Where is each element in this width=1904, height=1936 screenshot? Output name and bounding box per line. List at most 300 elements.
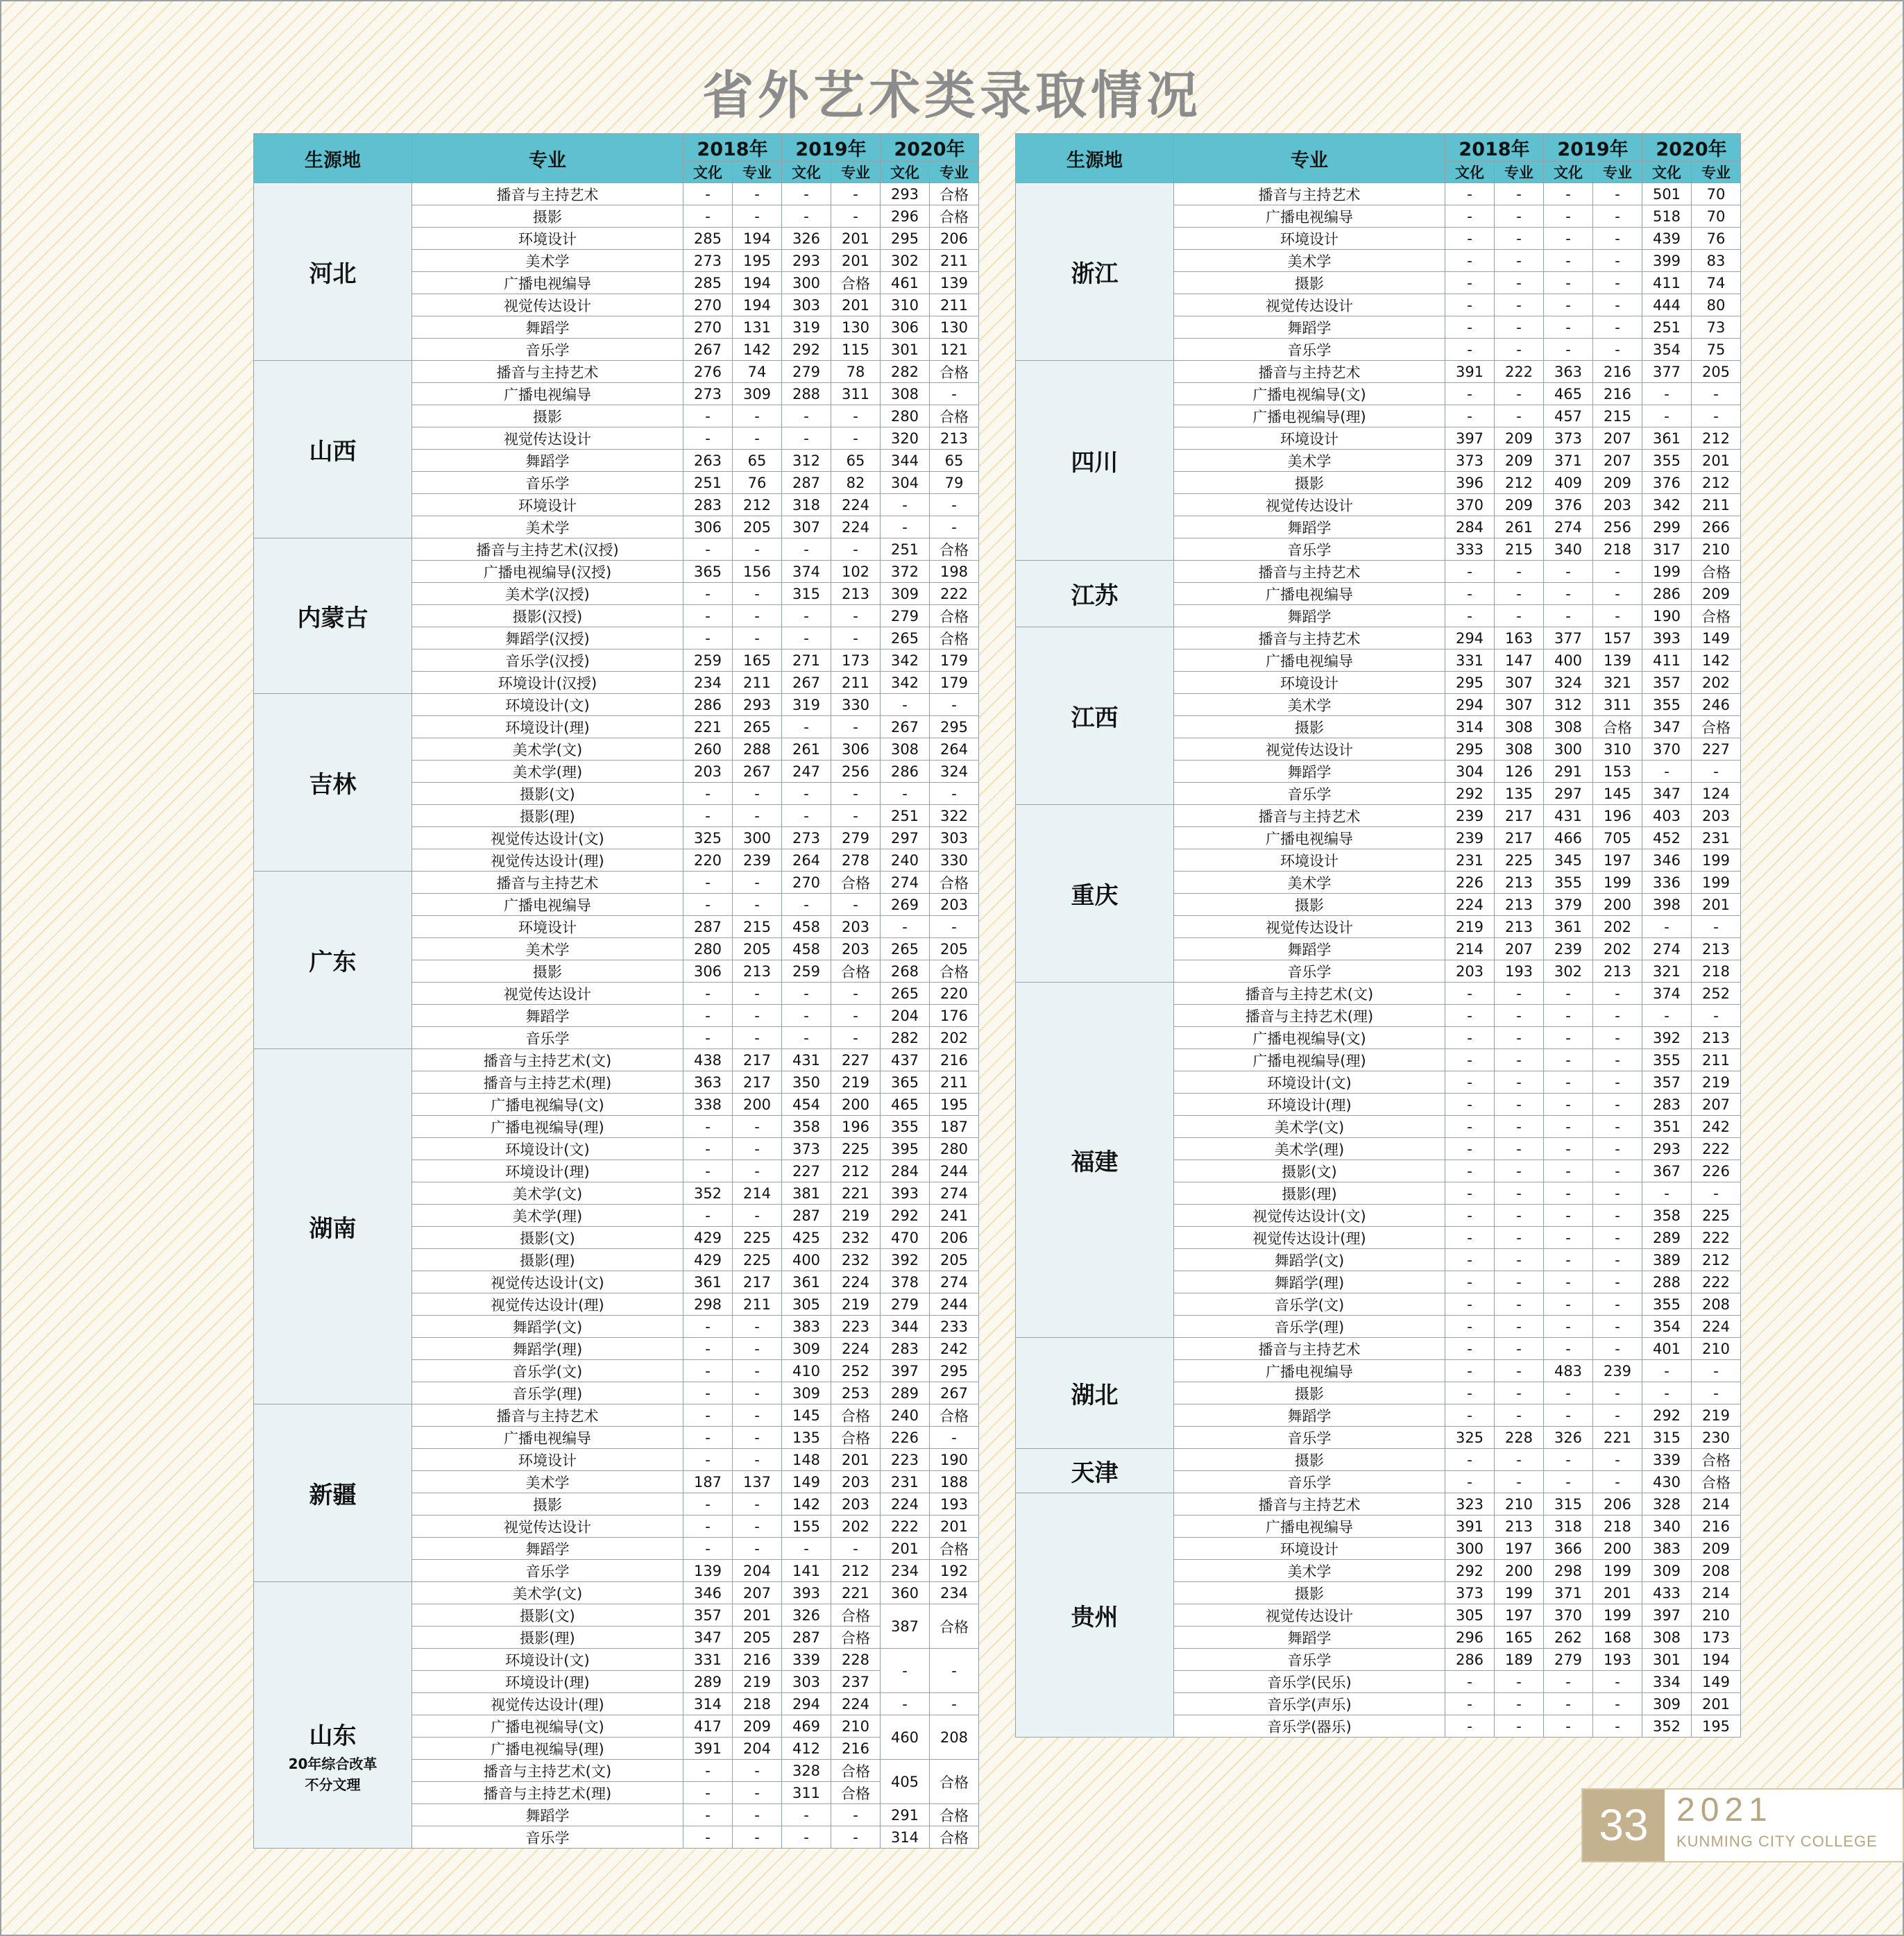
score-cell: 417 — [683, 1715, 733, 1738]
score-cell: 165 — [1495, 1627, 1544, 1649]
province-cell: 湖南 — [254, 1049, 412, 1404]
score-cell: - — [1445, 1293, 1495, 1316]
score-cell: - — [1445, 1227, 1495, 1249]
score-cell: - — [733, 538, 782, 561]
major-cell: 播音与主持艺术 — [1174, 361, 1445, 383]
score-cell: 240 — [881, 849, 930, 872]
major-cell: 视觉传达设计(理) — [412, 1693, 683, 1715]
score-cell: - — [831, 983, 881, 1005]
score-cell: 233 — [930, 1316, 979, 1338]
score-cell: 261 — [782, 738, 831, 761]
score-cell: 201 — [831, 250, 881, 272]
score-cell: - — [1445, 1316, 1495, 1338]
score-cell: 213 — [1495, 1515, 1544, 1538]
score-cell: 213 — [1593, 960, 1642, 983]
score-cell: 306 — [683, 960, 733, 983]
major-cell: 摄影 — [1174, 472, 1445, 494]
score-cell: 274 — [1544, 516, 1593, 538]
major-cell: 美术学 — [1174, 872, 1445, 894]
score-cell: 270 — [782, 872, 831, 894]
score-cell: - — [1445, 1715, 1495, 1738]
score-cell: 274 — [1642, 938, 1692, 960]
major-cell: 广播电视编导(文) — [412, 1094, 683, 1116]
score-cell: - — [1445, 1005, 1495, 1027]
major-cell: 音乐学 — [412, 472, 683, 494]
score-cell: 192 — [930, 1560, 979, 1582]
score-cell: 212 — [1692, 472, 1741, 494]
score-cell: 126 — [1495, 761, 1544, 783]
major-cell: 美术学 — [1174, 450, 1445, 472]
score-cell: 265 — [881, 938, 930, 960]
score-cell: 74 — [1692, 272, 1741, 294]
score-cell: 79 — [930, 472, 979, 494]
score-cell: 314 — [1445, 716, 1495, 738]
score-cell: 334 — [1642, 1671, 1692, 1693]
score-cell: 246 — [1692, 694, 1741, 716]
score-cell: 135 — [1495, 783, 1544, 805]
score-cell: 232 — [831, 1227, 881, 1249]
score-cell: 301 — [881, 339, 930, 361]
province-cell: 四川 — [1016, 361, 1174, 561]
score-cell: 366 — [1544, 1538, 1593, 1560]
score-cell: - — [1495, 183, 1544, 205]
major-cell: 美术学(文) — [412, 1582, 683, 1604]
score-cell: 273 — [683, 250, 733, 272]
score-cell: - — [1544, 1316, 1593, 1338]
score-cell: - — [1495, 1049, 1544, 1071]
score-cell: 74 — [733, 361, 782, 383]
score-cell: 273 — [782, 827, 831, 849]
score-cell: - — [1495, 1138, 1544, 1160]
major-cell: 广播电视编导(理) — [412, 1738, 683, 1760]
score-cell: - — [1593, 339, 1642, 361]
score-cell: 267 — [881, 716, 930, 738]
score-cell: 342 — [881, 649, 930, 672]
left-admission-table — [253, 133, 979, 1849]
score-cell: 225 — [1692, 1205, 1741, 1227]
score-cell: - — [1692, 383, 1741, 405]
score-cell: 187 — [930, 1116, 979, 1138]
score-cell: 265 — [881, 983, 930, 1005]
score-cell: 465 — [881, 1094, 930, 1116]
score-cell: 433 — [1642, 1582, 1692, 1604]
score-cell: 合格 — [930, 1804, 979, 1826]
score-cell: 299 — [1642, 516, 1692, 538]
major-cell: 摄影 — [1174, 1382, 1445, 1404]
score-cell: - — [1593, 1715, 1642, 1738]
score-cell: - — [1544, 316, 1593, 339]
score-cell: - — [1544, 1449, 1593, 1471]
score-cell: 216 — [1593, 383, 1642, 405]
score-cell: 311 — [782, 1782, 831, 1804]
score-cell: 358 — [782, 1116, 831, 1138]
score-cell: 205 — [733, 516, 782, 538]
score-cell: 157 — [1593, 627, 1642, 649]
header-specialty: 专业 — [831, 162, 881, 183]
score-cell: 207 — [1593, 450, 1642, 472]
score-cell: 222 — [1692, 1227, 1741, 1249]
major-cell: 摄影 — [1174, 272, 1445, 294]
score-cell: 374 — [1642, 983, 1692, 1005]
header-specialty: 专业 — [1692, 162, 1741, 183]
score-cell: - — [1445, 1271, 1495, 1293]
score-cell: 314 — [881, 1826, 930, 1849]
score-cell: 合格 — [831, 872, 881, 894]
score-cell: 219 — [1692, 1071, 1741, 1094]
score-cell: - — [733, 1138, 782, 1160]
score-cell: 283 — [683, 494, 733, 516]
score-cell: 292 — [782, 339, 831, 361]
score-cell: 351 — [1642, 1116, 1692, 1138]
major-cell: 舞蹈学 — [1174, 605, 1445, 627]
score-cell: 357 — [1642, 1071, 1692, 1094]
score-cell: - — [782, 983, 831, 1005]
score-cell: 205 — [930, 1249, 979, 1271]
major-cell: 视觉传达设计(文) — [412, 827, 683, 849]
score-cell: 232 — [831, 1249, 881, 1271]
score-cell: 70 — [1692, 183, 1741, 205]
score-cell: 221 — [831, 1582, 881, 1604]
header-specialty: 专业 — [1495, 162, 1544, 183]
score-cell: 142 — [733, 339, 782, 361]
score-cell: - — [930, 694, 979, 716]
score-cell: - — [733, 1116, 782, 1138]
score-cell: - — [1495, 1005, 1544, 1027]
score-cell: - — [1593, 1005, 1642, 1027]
major-cell: 舞蹈学(汉授) — [412, 627, 683, 649]
score-cell: 179 — [930, 649, 979, 672]
score-cell: 370 — [1445, 494, 1495, 516]
major-cell: 美术学 — [412, 516, 683, 538]
score-cell: 395 — [881, 1138, 930, 1160]
score-cell: 224 — [831, 516, 881, 538]
score-cell: 197 — [1593, 849, 1642, 872]
score-cell: - — [1495, 405, 1544, 427]
score-cell: 217 — [1495, 805, 1544, 827]
score-cell: 279 — [782, 361, 831, 383]
score-cell: - — [733, 805, 782, 827]
score-cell: 179 — [930, 672, 979, 694]
score-cell: 合格 — [930, 361, 979, 383]
score-cell: 460 — [881, 1715, 930, 1760]
score-cell: 217 — [733, 1049, 782, 1071]
major-cell: 播音与主持艺术 — [1174, 561, 1445, 583]
score-cell: 145 — [782, 1404, 831, 1427]
score-cell: - — [1593, 1693, 1642, 1715]
table-row — [1016, 1449, 1741, 1471]
score-cell: 210 — [1495, 1493, 1544, 1515]
major-cell: 环境设计(文) — [412, 1138, 683, 1160]
score-cell: 295 — [930, 716, 979, 738]
score-cell: 292 — [1445, 783, 1495, 805]
score-cell: 303 — [782, 294, 831, 316]
score-cell: 289 — [683, 1671, 733, 1693]
score-cell: - — [733, 1804, 782, 1826]
score-cell: 223 — [881, 1449, 930, 1471]
score-cell: 214 — [1692, 1582, 1741, 1604]
score-cell: 210 — [1692, 1338, 1741, 1360]
score-cell: 319 — [782, 316, 831, 339]
score-cell: 286 — [881, 761, 930, 783]
score-cell: 458 — [782, 938, 831, 960]
score-cell: 217 — [733, 1271, 782, 1293]
score-cell: - — [1692, 761, 1741, 783]
score-cell: 267 — [683, 339, 733, 361]
score-cell: 309 — [1642, 1693, 1692, 1715]
score-cell: 319 — [782, 694, 831, 716]
score-cell: 合格 — [930, 960, 979, 983]
score-cell: - — [1593, 228, 1642, 250]
score-cell: - — [1544, 1071, 1593, 1094]
score-cell: 264 — [782, 849, 831, 872]
score-cell: - — [1593, 1160, 1642, 1182]
score-cell: - — [1593, 1182, 1642, 1205]
score-cell: 352 — [683, 1182, 733, 1205]
score-cell: 205 — [733, 1627, 782, 1649]
score-cell: 202 — [1593, 916, 1642, 938]
score-cell: 225 — [831, 1138, 881, 1160]
score-cell: 252 — [831, 1360, 881, 1382]
score-cell: 400 — [1544, 649, 1593, 672]
score-cell: - — [782, 1538, 831, 1560]
score-cell: 202 — [1593, 938, 1642, 960]
score-cell: 297 — [1544, 783, 1593, 805]
score-cell: 330 — [930, 849, 979, 872]
major-cell: 美术学 — [412, 250, 683, 272]
score-cell: - — [1692, 1382, 1741, 1404]
score-cell: 411 — [1642, 649, 1692, 672]
major-cell: 美术学(汉授) — [412, 583, 683, 605]
score-cell: 361 — [683, 1271, 733, 1293]
score-cell: 298 — [1544, 1560, 1593, 1582]
score-cell: - — [1692, 1360, 1741, 1382]
score-cell: - — [782, 627, 831, 649]
score-cell: 201 — [831, 1449, 881, 1471]
score-cell: 226 — [1445, 872, 1495, 894]
score-cell: 合格 — [831, 272, 881, 294]
score-cell: 284 — [881, 1160, 930, 1182]
score-cell: - — [1593, 1116, 1642, 1138]
score-cell: - — [683, 1427, 733, 1449]
score-cell: - — [1445, 1205, 1495, 1227]
score-cell: - — [1544, 228, 1593, 250]
score-cell: 379 — [1544, 894, 1593, 916]
score-cell: 401 — [1642, 1338, 1692, 1360]
score-cell: 190 — [930, 1449, 979, 1471]
score-cell: - — [1642, 383, 1692, 405]
score-cell: - — [683, 405, 733, 427]
score-cell: 209 — [1692, 583, 1741, 605]
score-cell: 209 — [733, 1715, 782, 1738]
score-cell: - — [683, 1160, 733, 1182]
score-cell: 339 — [782, 1649, 831, 1671]
major-cell: 舞蹈学 — [1174, 316, 1445, 339]
major-cell: 舞蹈学 — [1174, 761, 1445, 783]
score-cell: 346 — [683, 1582, 733, 1604]
score-cell: 355 — [1642, 1049, 1692, 1071]
major-cell: 美术学 — [412, 938, 683, 960]
major-cell: 视觉传达设计(理) — [412, 1293, 683, 1316]
score-cell: - — [733, 183, 782, 205]
score-cell: 292 — [1642, 1404, 1692, 1427]
score-cell: 344 — [881, 1316, 930, 1338]
major-cell: 视觉传达设计 — [1174, 916, 1445, 938]
score-cell: 340 — [1642, 1515, 1692, 1538]
score-cell: 308 — [881, 738, 930, 761]
score-cell: - — [1544, 1693, 1593, 1715]
score-cell: 338 — [683, 1094, 733, 1116]
score-cell: 209 — [1495, 450, 1544, 472]
score-cell: 201 — [1692, 1693, 1741, 1715]
score-cell: 315 — [1544, 1493, 1593, 1515]
score-cell: 430 — [1642, 1471, 1692, 1493]
score-cell: - — [831, 805, 881, 827]
score-cell: 256 — [831, 761, 881, 783]
score-cell: - — [1544, 1160, 1593, 1182]
score-cell: 213 — [1692, 938, 1741, 960]
score-cell: 318 — [1544, 1515, 1593, 1538]
province-cell: 天津 — [1016, 1449, 1174, 1493]
score-cell: 195 — [930, 1094, 979, 1116]
score-cell: 208 — [930, 1715, 979, 1760]
score-cell: 344 — [881, 450, 930, 472]
score-cell: 244 — [930, 1293, 979, 1316]
score-cell: 328 — [782, 1760, 831, 1782]
score-cell: 203 — [831, 916, 881, 938]
score-cell: 367 — [1642, 1160, 1692, 1182]
score-cell: 283 — [881, 1338, 930, 1360]
score-cell: 461 — [881, 272, 930, 294]
score-cell: - — [1593, 1293, 1642, 1316]
score-cell: 231 — [1445, 849, 1495, 872]
province-note: 不分文理 — [305, 1776, 361, 1793]
score-cell: 292 — [1445, 1560, 1495, 1582]
score-cell: - — [782, 538, 831, 561]
score-cell: 225 — [733, 1227, 782, 1249]
major-cell: 广播电视编导 — [412, 383, 683, 405]
score-cell: - — [1544, 1205, 1593, 1227]
major-cell: 摄影(文) — [412, 783, 683, 805]
major-cell: 播音与主持艺术(文) — [412, 1049, 683, 1071]
score-cell: - — [782, 605, 831, 627]
score-cell: - — [1445, 1360, 1495, 1382]
score-cell: - — [1593, 205, 1642, 228]
score-cell: 213 — [930, 427, 979, 450]
score-cell: - — [733, 1205, 782, 1227]
score-cell: 124 — [1692, 783, 1741, 805]
score-cell: - — [1544, 605, 1593, 627]
score-cell: 240 — [881, 1404, 930, 1427]
score-cell: - — [1445, 228, 1495, 250]
score-cell: 200 — [733, 1094, 782, 1116]
score-cell: - — [733, 1760, 782, 1782]
score-cell: 393 — [881, 1182, 930, 1205]
score-cell: 219 — [1692, 1404, 1741, 1427]
score-cell: 389 — [1642, 1249, 1692, 1271]
score-cell: - — [1544, 183, 1593, 205]
score-cell: 147 — [1495, 649, 1544, 672]
score-cell: 267 — [733, 761, 782, 783]
major-cell: 环境设计 — [1174, 1538, 1445, 1560]
score-cell: 437 — [881, 1049, 930, 1071]
score-cell: 199 — [1692, 872, 1741, 894]
score-cell: 354 — [1642, 1316, 1692, 1338]
major-cell: 音乐学(理) — [1174, 1316, 1445, 1338]
score-cell: 199 — [1593, 872, 1642, 894]
major-cell: 美术学 — [412, 1471, 683, 1493]
score-cell: 324 — [1544, 672, 1593, 694]
score-cell: - — [1445, 1671, 1495, 1693]
major-cell: 美术学(文) — [412, 738, 683, 761]
major-cell: 环境设计 — [412, 228, 683, 250]
score-cell: - — [683, 1804, 733, 1826]
score-cell: - — [1495, 1160, 1544, 1182]
score-cell: - — [831, 894, 881, 916]
score-cell: 288 — [1642, 1271, 1692, 1293]
score-cell: 合格 — [930, 1826, 979, 1849]
major-cell: 广播电视编导 — [1174, 649, 1445, 672]
score-cell: - — [1445, 250, 1495, 272]
score-cell: - — [1445, 1182, 1495, 1205]
score-cell: 合格 — [930, 405, 979, 427]
score-cell: 465 — [1544, 383, 1593, 405]
major-cell: 视觉传达设计 — [1174, 294, 1445, 316]
major-cell: 播音与主持艺术(理) — [412, 1782, 683, 1804]
right-admission-table — [1015, 133, 1741, 1738]
major-cell: 广播电视编导(理) — [1174, 1049, 1445, 1071]
score-cell: 273 — [683, 383, 733, 405]
score-cell: - — [683, 1338, 733, 1360]
page-footer — [1581, 1788, 1904, 1862]
score-cell: 242 — [930, 1338, 979, 1360]
score-cell: 148 — [782, 1449, 831, 1471]
score-cell: 207 — [1495, 938, 1544, 960]
score-cell: - — [1544, 294, 1593, 316]
table-row — [1016, 361, 1741, 383]
score-cell: 469 — [782, 1715, 831, 1738]
score-cell: 173 — [831, 649, 881, 672]
score-cell: - — [733, 1782, 782, 1804]
score-cell: 268 — [881, 960, 930, 983]
score-cell: 234 — [881, 1560, 930, 1582]
score-cell: 352 — [1642, 1715, 1692, 1738]
score-cell: - — [1593, 983, 1642, 1005]
score-cell: 204 — [881, 1005, 930, 1027]
score-cell: 355 — [1642, 694, 1692, 716]
score-cell: 231 — [881, 1471, 930, 1493]
score-cell: 220 — [930, 983, 979, 1005]
score-cell: - — [1445, 1471, 1495, 1493]
score-cell: 141 — [782, 1560, 831, 1582]
score-cell: - — [1445, 316, 1495, 339]
score-cell: 302 — [1544, 960, 1593, 983]
header-culture: 文化 — [1642, 162, 1692, 183]
score-cell: 355 — [1642, 450, 1692, 472]
score-cell: - — [1445, 1116, 1495, 1138]
score-cell: - — [831, 627, 881, 649]
score-cell: 201 — [1593, 1582, 1642, 1604]
score-cell: 252 — [1692, 983, 1741, 1005]
score-cell: 253 — [831, 1382, 881, 1404]
score-cell: 合格 — [930, 627, 979, 649]
score-cell: - — [733, 1005, 782, 1027]
major-cell: 播音与主持艺术 — [1174, 627, 1445, 649]
major-cell: 音乐学(文) — [1174, 1293, 1445, 1316]
score-cell: 201 — [831, 294, 881, 316]
score-cell: 80 — [1692, 294, 1741, 316]
score-cell: 149 — [1692, 1671, 1741, 1693]
score-cell: - — [1593, 1271, 1642, 1293]
